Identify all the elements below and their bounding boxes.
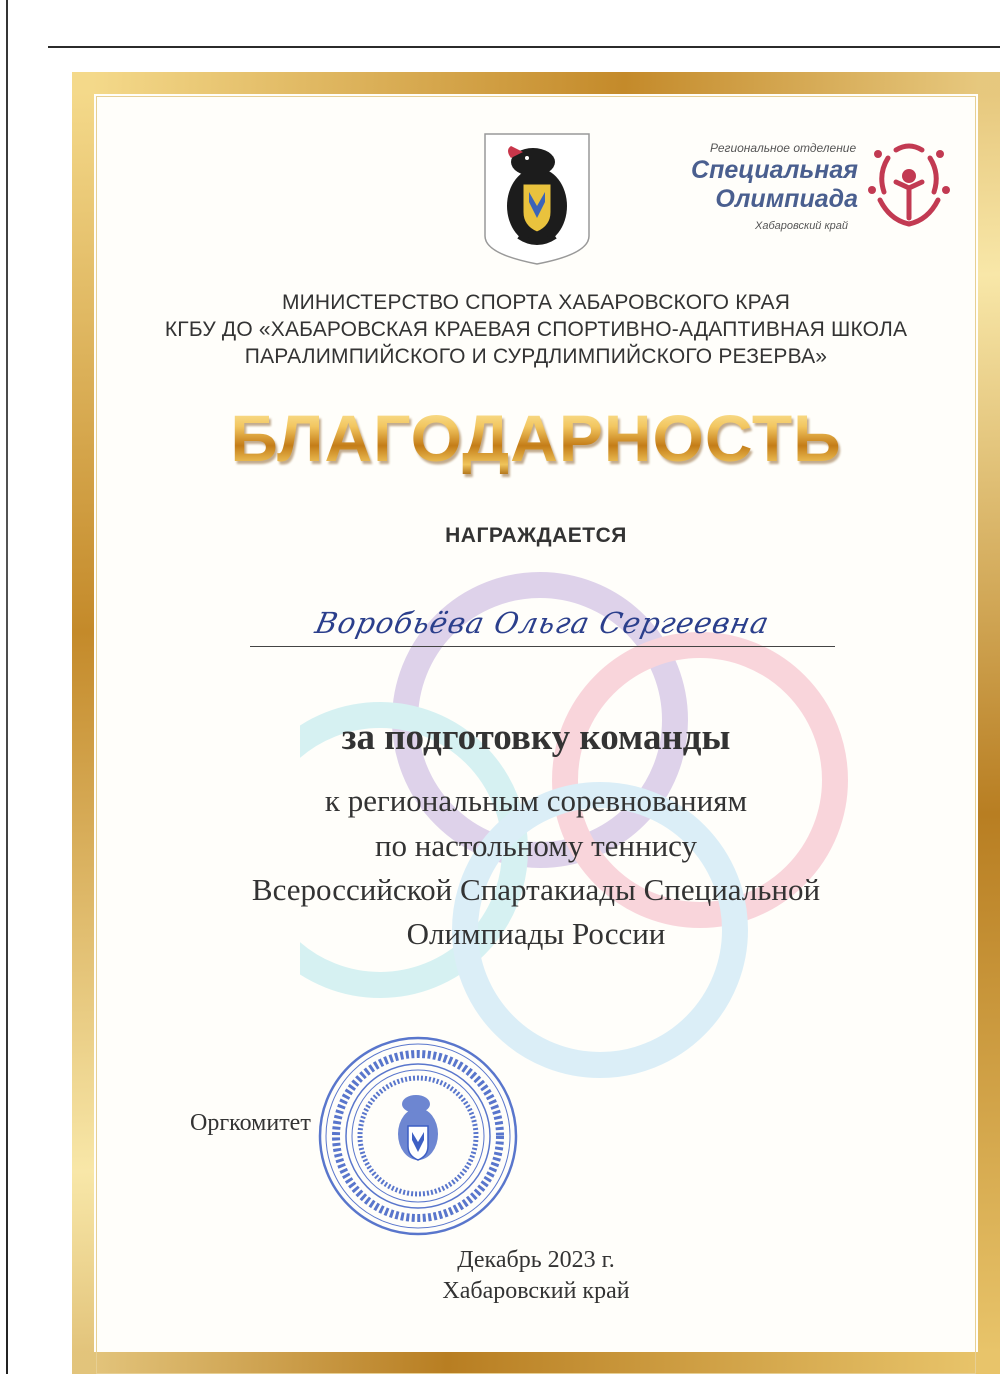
so-region-label: Региональное отделение (710, 141, 857, 155)
khabarovsk-coat-of-arms-bear-icon (483, 132, 591, 266)
issue-date: Декабрь 2023 г. (457, 1247, 615, 1273)
issue-place: Хабаровский край (442, 1278, 630, 1304)
scan-edge-left (6, 0, 8, 1374)
description-line1: к региональным соревнованиям (324, 783, 748, 818)
school-name-line1: КГБУ ДО «ХАБАРОВСКАЯ КРАЕВАЯ СПОРТИВНО-АДАПТИВНАЯ ШКОЛА (164, 318, 908, 341)
awarded-label: НАГРАЖДАЕТСЯ (445, 524, 627, 547)
award-reason: за подготовку команды (341, 717, 731, 758)
so-title-line2: Олимпиада (715, 185, 858, 213)
ministry-name: МИНИСТЕРСТВО СПОРТА ХАБАРОВСКОГО КРАЯ (281, 291, 791, 314)
recipient-name: Воробьёва Ольга Сергеевна (312, 606, 773, 640)
certificate-title: БЛАГОДАРНОСТЬ (96, 400, 976, 476)
organizing-committee-label: Оргкомитет (190, 1110, 311, 1136)
so-title-line1: Специальная (691, 156, 858, 184)
description-line3: Всероссийской Спартакиады Специальной (251, 872, 821, 907)
special-olympics-logo (652, 138, 952, 238)
so-region-name: Хабаровский край (755, 220, 849, 232)
school-name-line2: ПАРАЛИМПИЙСКОГО И СУРДЛИМПИЙСКОГО РЕЗЕРВА» (244, 345, 828, 368)
description-line2: по настольному теннису (374, 828, 698, 863)
recipient-underline (250, 646, 835, 647)
description-line4: Олимпиады России (406, 916, 666, 951)
official-round-stamp-icon (316, 1034, 520, 1238)
special-olympics-emblem-icon (866, 138, 952, 238)
scan-edge-top (48, 46, 1000, 48)
